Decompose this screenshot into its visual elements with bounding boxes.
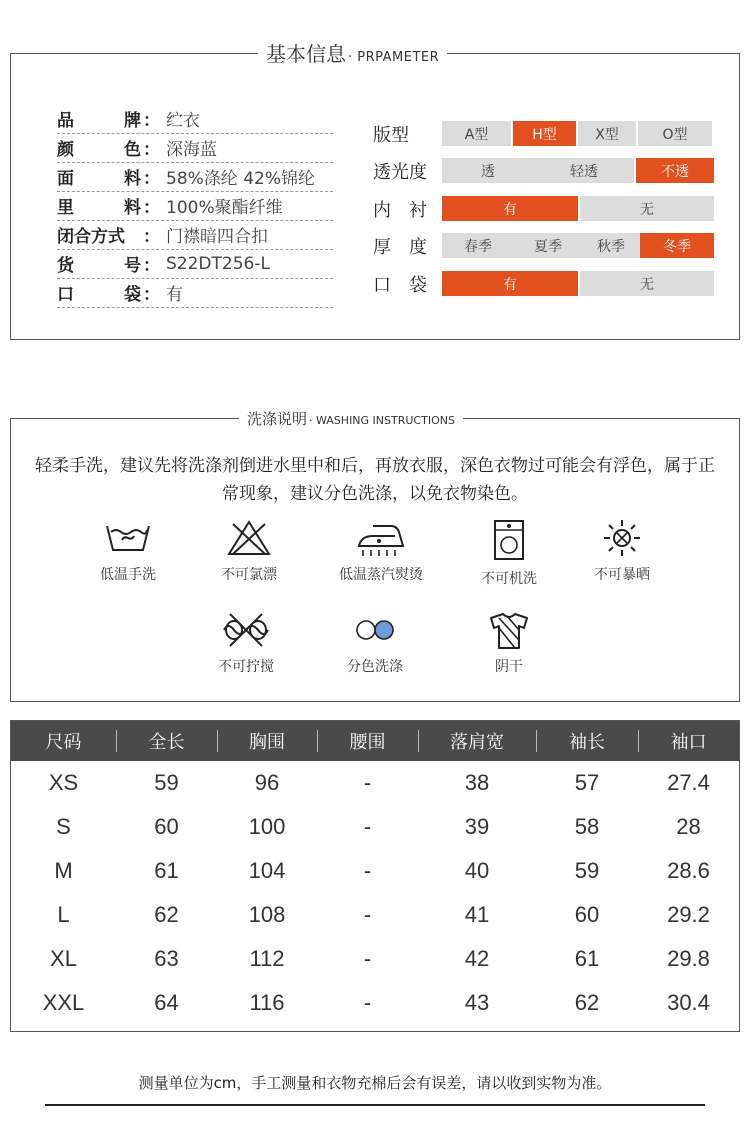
washing-title-en: · WASHING INSTRUCTIONS [309, 414, 455, 427]
table-cell: L [57, 902, 70, 927]
attr-value: 100%聚酯纤维 [166, 198, 283, 218]
basic-info-title [258, 38, 447, 67]
table-cell: M [54, 858, 73, 883]
column-header: 袖长 [536, 721, 638, 761]
option-cell: X型 [578, 121, 636, 146]
option-cell: A型 [442, 121, 511, 146]
attr-row-closure: 闭合方式 ： 门襟暗四合扣 [57, 220, 333, 250]
option-cell: 无 [580, 196, 714, 221]
option-cell-selected: H型 [513, 121, 576, 146]
table-row [11, 981, 739, 1025]
table-cell: 30.4 [667, 990, 710, 1015]
attr-value: 有 [166, 285, 183, 305]
attr-value: 深海蓝 [166, 140, 217, 160]
attr-row-pocket: 口 袋 ： 有 [57, 278, 333, 308]
no-wring-icon [220, 610, 272, 650]
table-row [11, 849, 739, 893]
care-item [184, 518, 314, 584]
option-cell: 夏季 [514, 233, 582, 258]
table-cell: - [363, 770, 372, 795]
care-label: 不可暴晒 [594, 567, 650, 583]
attr-key: 里 料 [57, 198, 141, 218]
washing-title-zh: 洗涤说明 [247, 410, 308, 428]
table-cell: 28.6 [667, 858, 710, 883]
option-label: 内 衬 [373, 199, 427, 221]
table-cell: 41 [464, 902, 490, 927]
option-row-fit [373, 121, 712, 146]
table-row [11, 761, 739, 805]
attr-row-item-number: 货 号 ： S22DT256-L [57, 249, 333, 279]
table-cell: 39 [464, 814, 490, 839]
column-header: 袖口 [638, 721, 739, 761]
option-cell-selected: 有 [442, 196, 578, 221]
table-cell: 59 [154, 770, 179, 795]
option-cell: 无 [580, 271, 714, 296]
care-item [557, 518, 687, 584]
care-item [310, 610, 440, 676]
attr-row-brand: 品 牌 ： 纻衣 [57, 104, 333, 134]
attr-value: S22DT256-L [166, 253, 270, 274]
washing-title [239, 408, 463, 429]
table-cell: 116 [249, 990, 285, 1015]
option-label: 版型 [373, 124, 409, 146]
table-cell: XL [50, 946, 77, 971]
table-cell: 60 [154, 814, 179, 839]
care-label: 不可拧搅 [218, 659, 274, 675]
care-label: 分色洗涤 [347, 659, 403, 675]
option-cell: 秋季 [582, 233, 640, 258]
attr-row-lining: 里 料 ： 100%聚酯纤维 [57, 191, 333, 221]
table-cell: S [56, 814, 71, 839]
column-header: 落肩宽 [418, 721, 536, 761]
attr-key: 货 号 [57, 256, 141, 276]
care-item [444, 610, 574, 676]
option-cell: 透 [442, 158, 534, 183]
table-cell: - [363, 902, 372, 927]
table-cell: 62 [574, 990, 600, 1015]
attr-key: 闭合方式 [57, 227, 125, 247]
option-cell-selected: 不透 [636, 158, 714, 183]
table-cell: XXL [42, 990, 85, 1015]
no-bleach-icon [225, 518, 273, 558]
washing-description: 轻柔手洗，建议先将洗涤剂倒进水里中和后，再放衣服，深色衣物过可能会有浮色，属于正常现象，建议分色洗涤，以免衣物染色。 [35, 456, 715, 504]
option-cell: O型 [638, 121, 712, 146]
table-cell: - [363, 814, 372, 839]
attr-value: 门襟暗四合扣 [166, 227, 268, 247]
care-item [444, 518, 574, 588]
measurement-note: 测量单位为cm，手工测量和衣物充棉后会有误差，请以收到实物为准。 [138, 1074, 612, 1092]
table-cell: 112 [249, 946, 285, 971]
care-label: 不可氯漂 [221, 567, 277, 583]
basic-info-title-zh: 基本信息 [266, 42, 346, 66]
table-cell: 38 [464, 770, 490, 795]
attr-key: 口 袋 [57, 285, 141, 305]
attr-row-color: 颜 色 ： 深海蓝 [57, 133, 333, 163]
table-cell: - [363, 946, 372, 971]
column-header: 胸围 [217, 721, 317, 761]
table-cell: 61 [574, 946, 600, 971]
attr-value: 纻衣 [166, 111, 200, 131]
no-sun-dry-icon [602, 518, 642, 558]
option-row-thickness [373, 233, 714, 258]
table-cell: XS [48, 770, 79, 795]
option-cell-selected: 冬季 [640, 233, 714, 258]
care-item [181, 610, 311, 676]
size-table [10, 720, 740, 1032]
care-item [63, 518, 193, 584]
attr-key: 品 牌 [57, 111, 141, 131]
low-temp-steam-iron-icon [353, 518, 409, 558]
size-table-header [11, 721, 739, 761]
table-cell: 59 [574, 858, 600, 883]
hand-wash-low-temp-icon [104, 518, 152, 558]
option-row-lining [373, 196, 714, 221]
table-cell: 63 [154, 946, 179, 971]
option-cell-selected: 有 [442, 271, 578, 296]
option-label: 厚 度 [373, 236, 427, 258]
table-cell: 29.8 [667, 946, 710, 971]
table-cell: 58 [574, 814, 600, 839]
option-label: 口 袋 [373, 274, 427, 296]
care-label: 低温手洗 [100, 567, 156, 583]
table-cell: 96 [254, 770, 280, 795]
option-label: 透光度 [373, 161, 427, 183]
table-cell: 40 [464, 858, 490, 883]
attr-key: 面 料 [57, 169, 141, 189]
table-row [11, 893, 739, 937]
table-row [11, 937, 739, 981]
care-label: 不可机洗 [481, 571, 537, 587]
table-cell: - [363, 858, 372, 883]
attr-key: 颜 色 [57, 140, 141, 160]
table-cell: 64 [154, 990, 179, 1015]
table-cell: 61 [154, 858, 179, 883]
attr-row-fabric: 面 料 ： 58%涤纶 42%锦纶 [57, 162, 333, 192]
table-cell: 108 [248, 902, 286, 927]
column-header: 尺码 [45, 732, 82, 753]
table-cell: 104 [248, 858, 286, 883]
table-cell: 57 [574, 770, 600, 795]
care-label: 低温蒸汽熨烫 [339, 567, 423, 583]
table-cell: 42 [464, 946, 490, 971]
table-row [11, 805, 739, 849]
care-label: 阴干 [495, 659, 523, 675]
option-cell: 轻透 [534, 158, 634, 183]
care-item [316, 518, 446, 584]
basic-info-title-en: · PRPAMETER [348, 50, 440, 65]
table-cell: - [363, 990, 372, 1015]
table-cell: 28 [676, 814, 701, 839]
column-header: 腰围 [317, 721, 418, 761]
option-row-pocket [373, 271, 714, 296]
table-cell: 29.2 [667, 902, 710, 927]
table-cell: 62 [154, 902, 179, 927]
table-cell: 100 [248, 814, 286, 839]
table-cell: 43 [464, 990, 490, 1015]
option-row-opacity [373, 158, 714, 183]
table-cell: 27.4 [667, 770, 710, 795]
table-cell: 60 [574, 902, 600, 927]
footer-divider [45, 1104, 705, 1106]
option-cell: 春季 [442, 233, 514, 258]
shade-dry-icon [487, 610, 531, 650]
wash-separately-icon [351, 610, 399, 650]
column-header: 全长 [116, 721, 217, 761]
attr-value: 58%涤纶 42%锦纶 [166, 169, 315, 189]
no-machine-wash-icon [489, 518, 529, 562]
